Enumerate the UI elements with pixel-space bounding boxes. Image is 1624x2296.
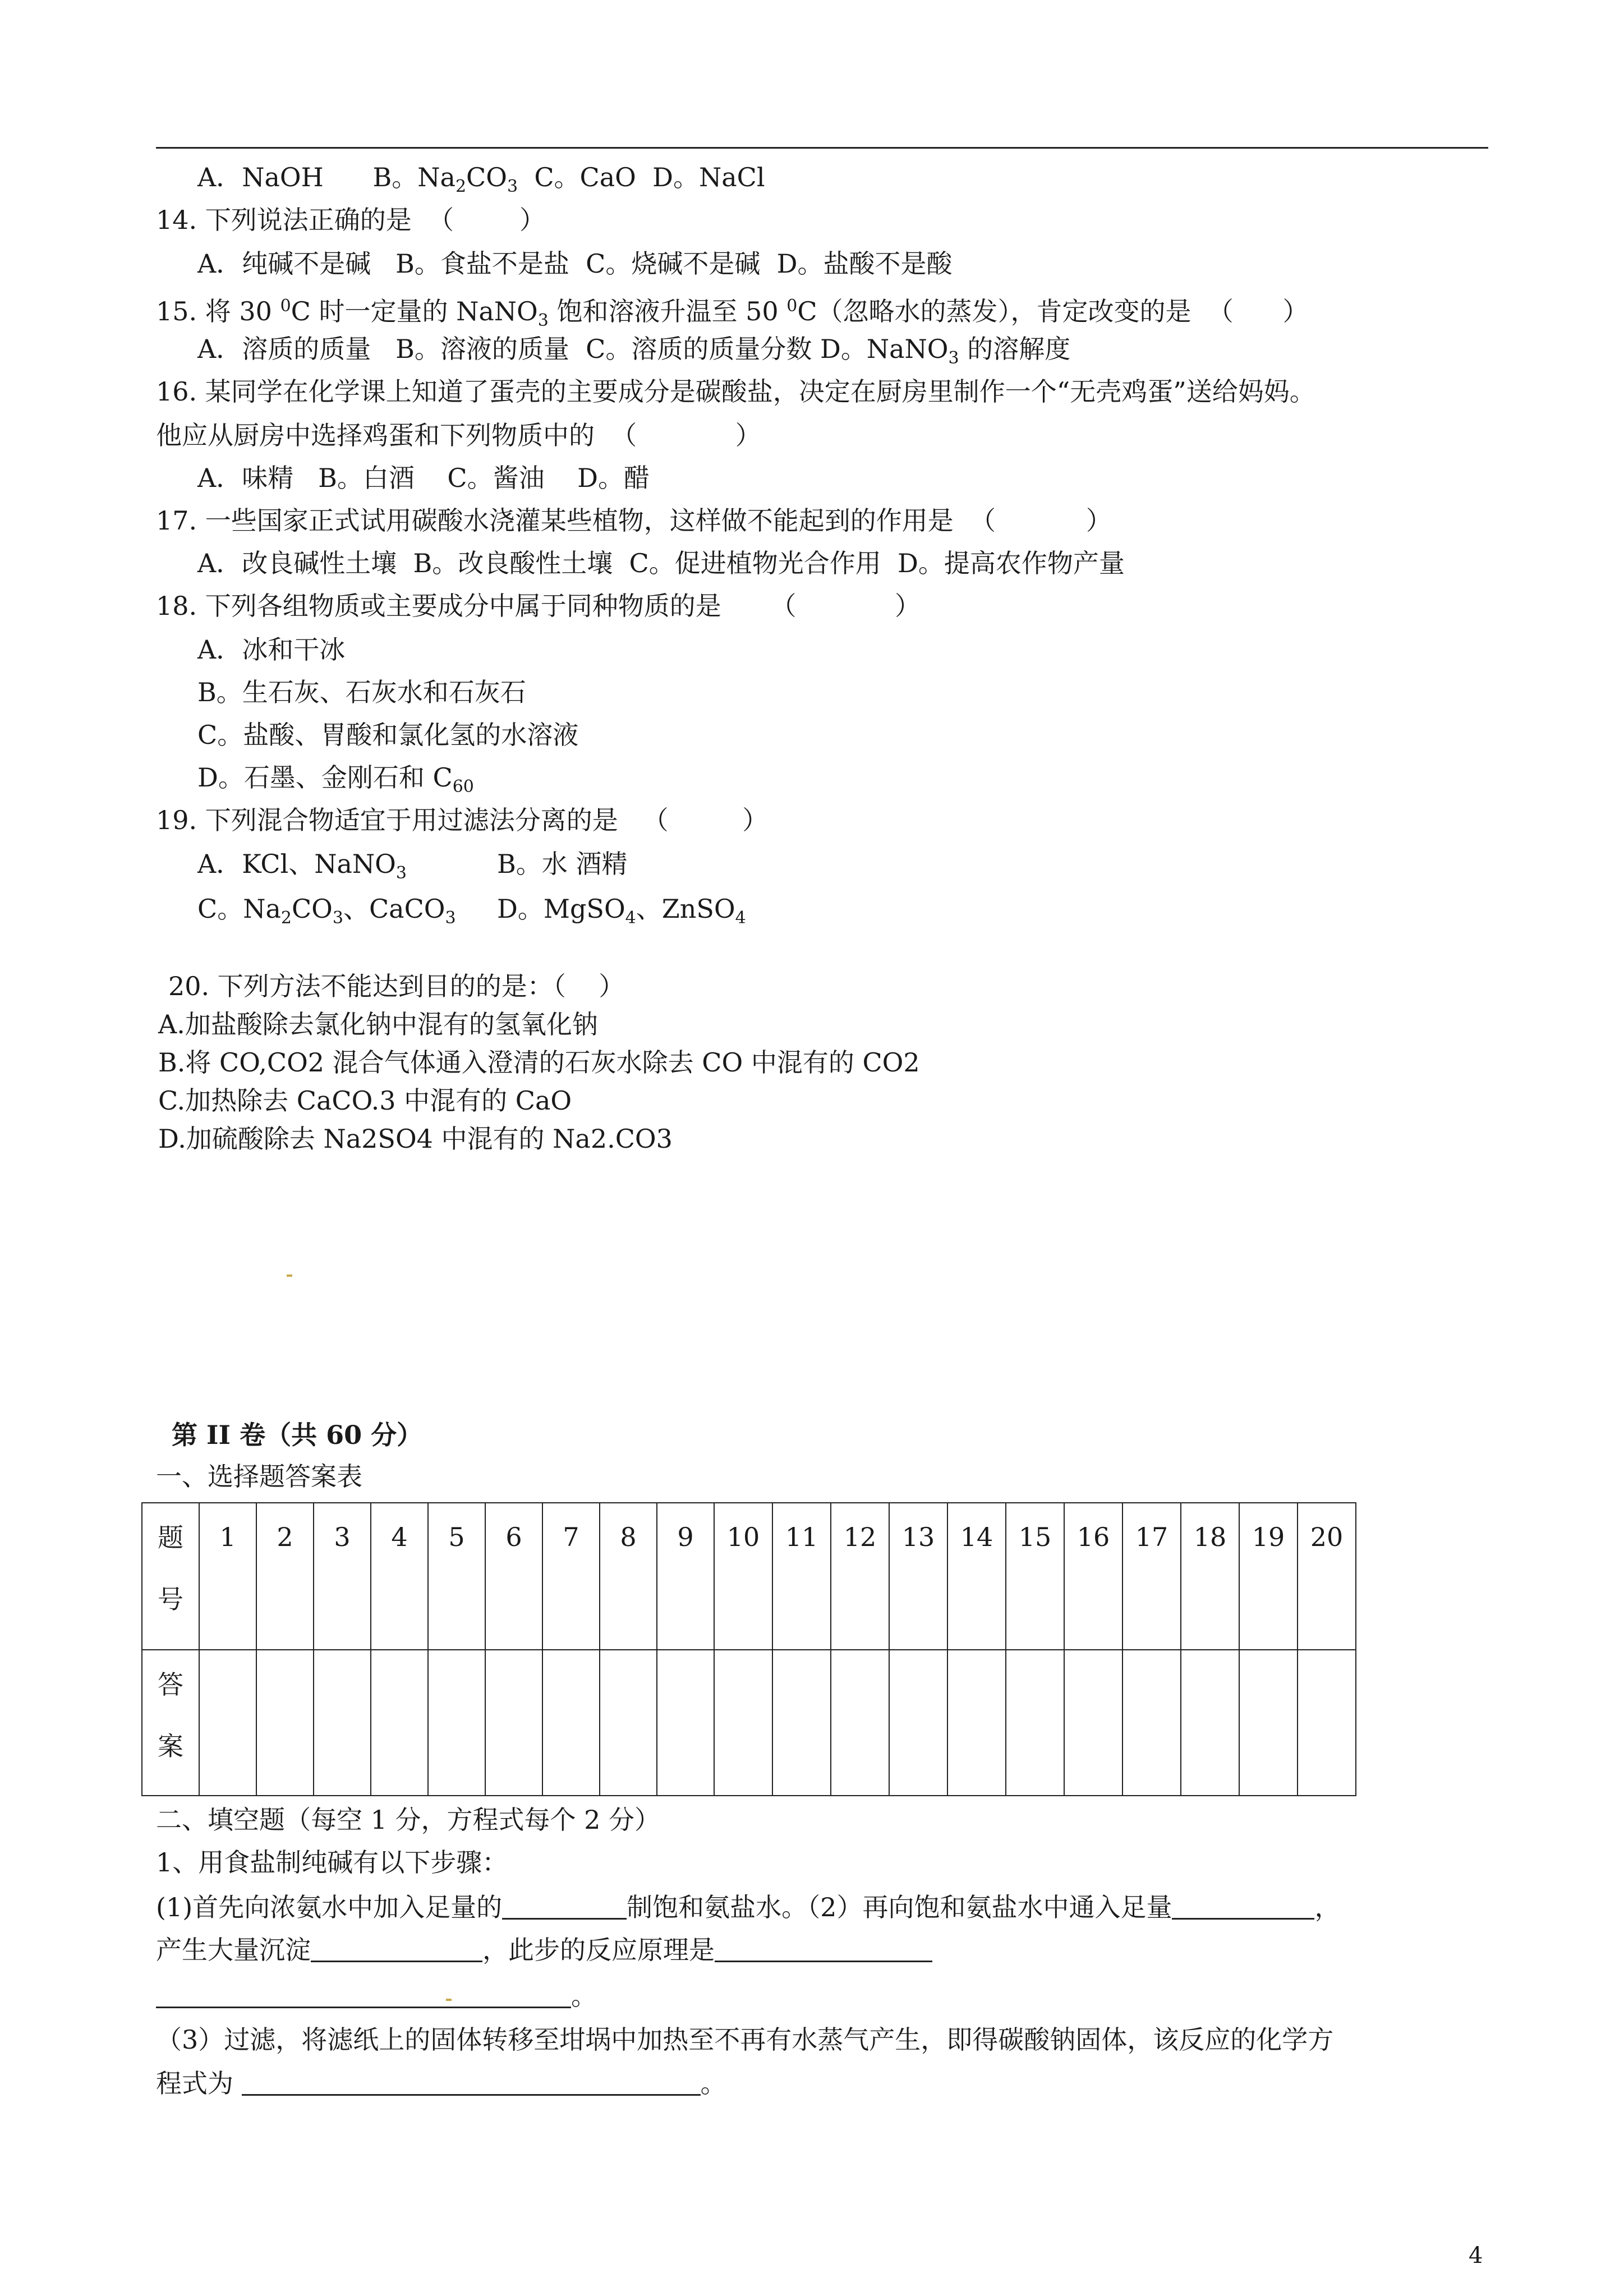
fill-q1-intro: 1、用食盐制纯碱有以下步骤： <box>156 1847 508 1878</box>
fill-line-2: 产生大量沉淀 ，此步的反应原理是 <box>156 1933 932 1967</box>
answer-cell[interactable] <box>314 1650 371 1796</box>
question-number-cell: 17 <box>1122 1503 1181 1650</box>
q20-option-b: B.将 CO,CO2 混合气体通入澄清的石灰水除去 CO 中混有的 CO2 <box>158 1047 920 1078</box>
q19-option-d: D。MgSO$_4$、ZnSO$_4$ <box>497 894 746 928</box>
q19-option-a: A．KCl、NaNO$_3$ <box>197 849 407 883</box>
question-number-cell: 4 <box>371 1503 428 1650</box>
answer-cell[interactable] <box>772 1650 831 1796</box>
q16-stem-line1: 16. 某同学在化学课上知道了蛋壳的主要成分是碳酸盐，决定在厨房里制作一个“无壳鸡蛋”送给妈妈。 <box>156 376 1315 407</box>
answer-table-number-row <box>142 1503 1356 1650</box>
q20-stem: 20. 下列方法不能达到目的的是：（ ） <box>168 971 625 1001</box>
question-number-cell: 2 <box>256 1503 314 1650</box>
q16-options: A．味精 B。白酒 C。酱油 D。醋 <box>197 463 650 493</box>
q14-stem: 14. 下列说法正确的是 （ ） <box>156 205 545 235</box>
answer-cell[interactable] <box>1122 1650 1181 1796</box>
fill-line-3: 。 <box>156 1979 597 2013</box>
row-label-question-number: 题 号 <box>142 1503 199 1650</box>
blank-5[interactable] <box>242 2069 701 2096</box>
answer-cell[interactable] <box>371 1650 428 1796</box>
blank-1[interactable] <box>502 1893 627 1920</box>
question-number-cell: 7 <box>542 1503 600 1650</box>
answer-table <box>141 1502 1356 1796</box>
question-number-cell: 18 <box>1181 1503 1239 1650</box>
answer-table-answer-row <box>142 1650 1356 1796</box>
q17-options: A．改良碱性土壤 B。改良酸性土壤 C。促进植物光合作用 D。提高农作物产量 <box>197 548 1125 578</box>
stray-mark <box>287 1274 292 1277</box>
section2-heading: 二、填空题（每空 1 分，方程式每个 2 分） <box>156 1805 661 1835</box>
question-number-cell: 1 <box>199 1503 256 1650</box>
question-number-cell: 9 <box>657 1503 714 1650</box>
question-number-cell: 8 <box>600 1503 657 1650</box>
fill-line-4: （3）过滤，将滤纸上的固体转移至坩埚中加热至不再有水蒸气产生，即得碳酸钠固体，该反应的化学方 <box>156 2024 1334 2055</box>
header-rule <box>156 147 1488 149</box>
blank-4-continued[interactable] <box>156 1982 571 2008</box>
q19-stem: 19. 下列混合物适宜于用过滤法分离的是 （ ） <box>156 805 769 835</box>
q15-stem: 15. 将 30 $^0$C 时一定量的 NaNO$_3$ 饱和溶液升温至 50 $^0$C（忽略水的蒸发），肯定改变的是 （ ） <box>156 296 1309 330</box>
answer-cell[interactable] <box>256 1650 314 1796</box>
question-number-cell: 10 <box>714 1503 772 1650</box>
question-number-cell: 12 <box>831 1503 889 1650</box>
answer-cell[interactable] <box>1064 1650 1122 1796</box>
question-number-cell: 16 <box>1064 1503 1122 1650</box>
q16-stem-line2: 他应从厨房中选择鸡蛋和下列物质中的 （ ） <box>156 420 761 450</box>
q18-option-c: C。盐酸、胃酸和氯化氢的水溶液 <box>197 720 579 750</box>
q19-option-c: C。$Na_2CO_3$、CaCO$_3$ <box>197 894 456 928</box>
question-number-cell: 6 <box>485 1503 542 1650</box>
q14-options: A．纯碱不是碱 B。食盐不是盐 C。烧碱不是碱 D。盐酸不是酸 <box>197 249 953 279</box>
q18-option-d: D。石墨、金刚石和 $C_{60}$ <box>197 762 474 797</box>
question-number-cell: 15 <box>1006 1503 1064 1650</box>
blank-2[interactable] <box>1172 1893 1314 1920</box>
q18-stem: 18. 下列各组物质或主要成分中属于同种物质的是 （ ） <box>156 591 921 621</box>
answer-cell[interactable] <box>485 1650 542 1796</box>
question-number-cell: 11 <box>772 1503 831 1650</box>
q20-option-a: A.加盐酸除去氯化钠中混有的氢氧化钠 <box>158 1009 598 1039</box>
answer-cell[interactable] <box>1239 1650 1298 1796</box>
question-number-cell: 19 <box>1239 1503 1298 1650</box>
fill-line-1: (1)首先向浓氨水中加入足量的 制饱和氨盐水。（2）再向饱和氨盐水中通入足量 ， <box>156 1892 1341 1922</box>
page-number: 4 <box>1469 2243 1483 2269</box>
row-label-answer: 答 案 <box>142 1650 199 1796</box>
q15-options: A．溶质的质量 B。溶液的质量 C。溶质的质量分数 D。NaNO$_3$ 的溶解度 <box>197 334 1071 368</box>
answer-cell[interactable] <box>199 1650 256 1796</box>
q20-option-c: C.加热除去 CaCO.3 中混有的 CaO <box>158 1085 572 1116</box>
q19-option-b: B。水 酒精 <box>497 849 628 879</box>
question-number-cell: 20 <box>1298 1503 1356 1650</box>
question-number-cell: 5 <box>428 1503 485 1650</box>
blank-4[interactable] <box>715 1936 932 1962</box>
question-number-cell: 14 <box>947 1503 1006 1650</box>
answer-cell[interactable] <box>1181 1650 1239 1796</box>
q17-stem: 17. 一些国家正式试用碳酸水浇灌某些植物，这样做不能起到的作用是 （ ） <box>156 505 1112 536</box>
q18-option-b: B。生石灰、石灰水和石灰石 <box>197 677 526 707</box>
answer-cell[interactable] <box>1298 1650 1356 1796</box>
q13-options: A．NaOH B。$Na_2CO_3$ C。CaO D。NaCl <box>197 162 765 196</box>
fill-line-5: 程式为 。 <box>156 2068 726 2099</box>
answer-cell[interactable] <box>889 1650 947 1796</box>
stray-mark <box>446 1999 452 2001</box>
answer-cell[interactable] <box>600 1650 657 1796</box>
answer-cell[interactable] <box>657 1650 714 1796</box>
answer-cell[interactable] <box>542 1650 600 1796</box>
answer-cell[interactable] <box>947 1650 1006 1796</box>
q18-option-a: A．冰和干冰 <box>197 634 346 665</box>
section1-heading: 一、选择题答案表 <box>156 1461 362 1492</box>
q20-option-d: D.加硫酸除去 Na2SO4 中混有的 Na2.CO3 <box>158 1124 673 1154</box>
answer-cell[interactable] <box>831 1650 889 1796</box>
question-number-cell: 13 <box>889 1503 947 1650</box>
part2-title: 第 II 卷（共 60 分） <box>172 1420 423 1450</box>
blank-3[interactable] <box>311 1936 482 1962</box>
answer-cell[interactable] <box>1006 1650 1064 1796</box>
question-number-cell: 3 <box>314 1503 371 1650</box>
answer-cell[interactable] <box>714 1650 772 1796</box>
answer-cell[interactable] <box>428 1650 485 1796</box>
